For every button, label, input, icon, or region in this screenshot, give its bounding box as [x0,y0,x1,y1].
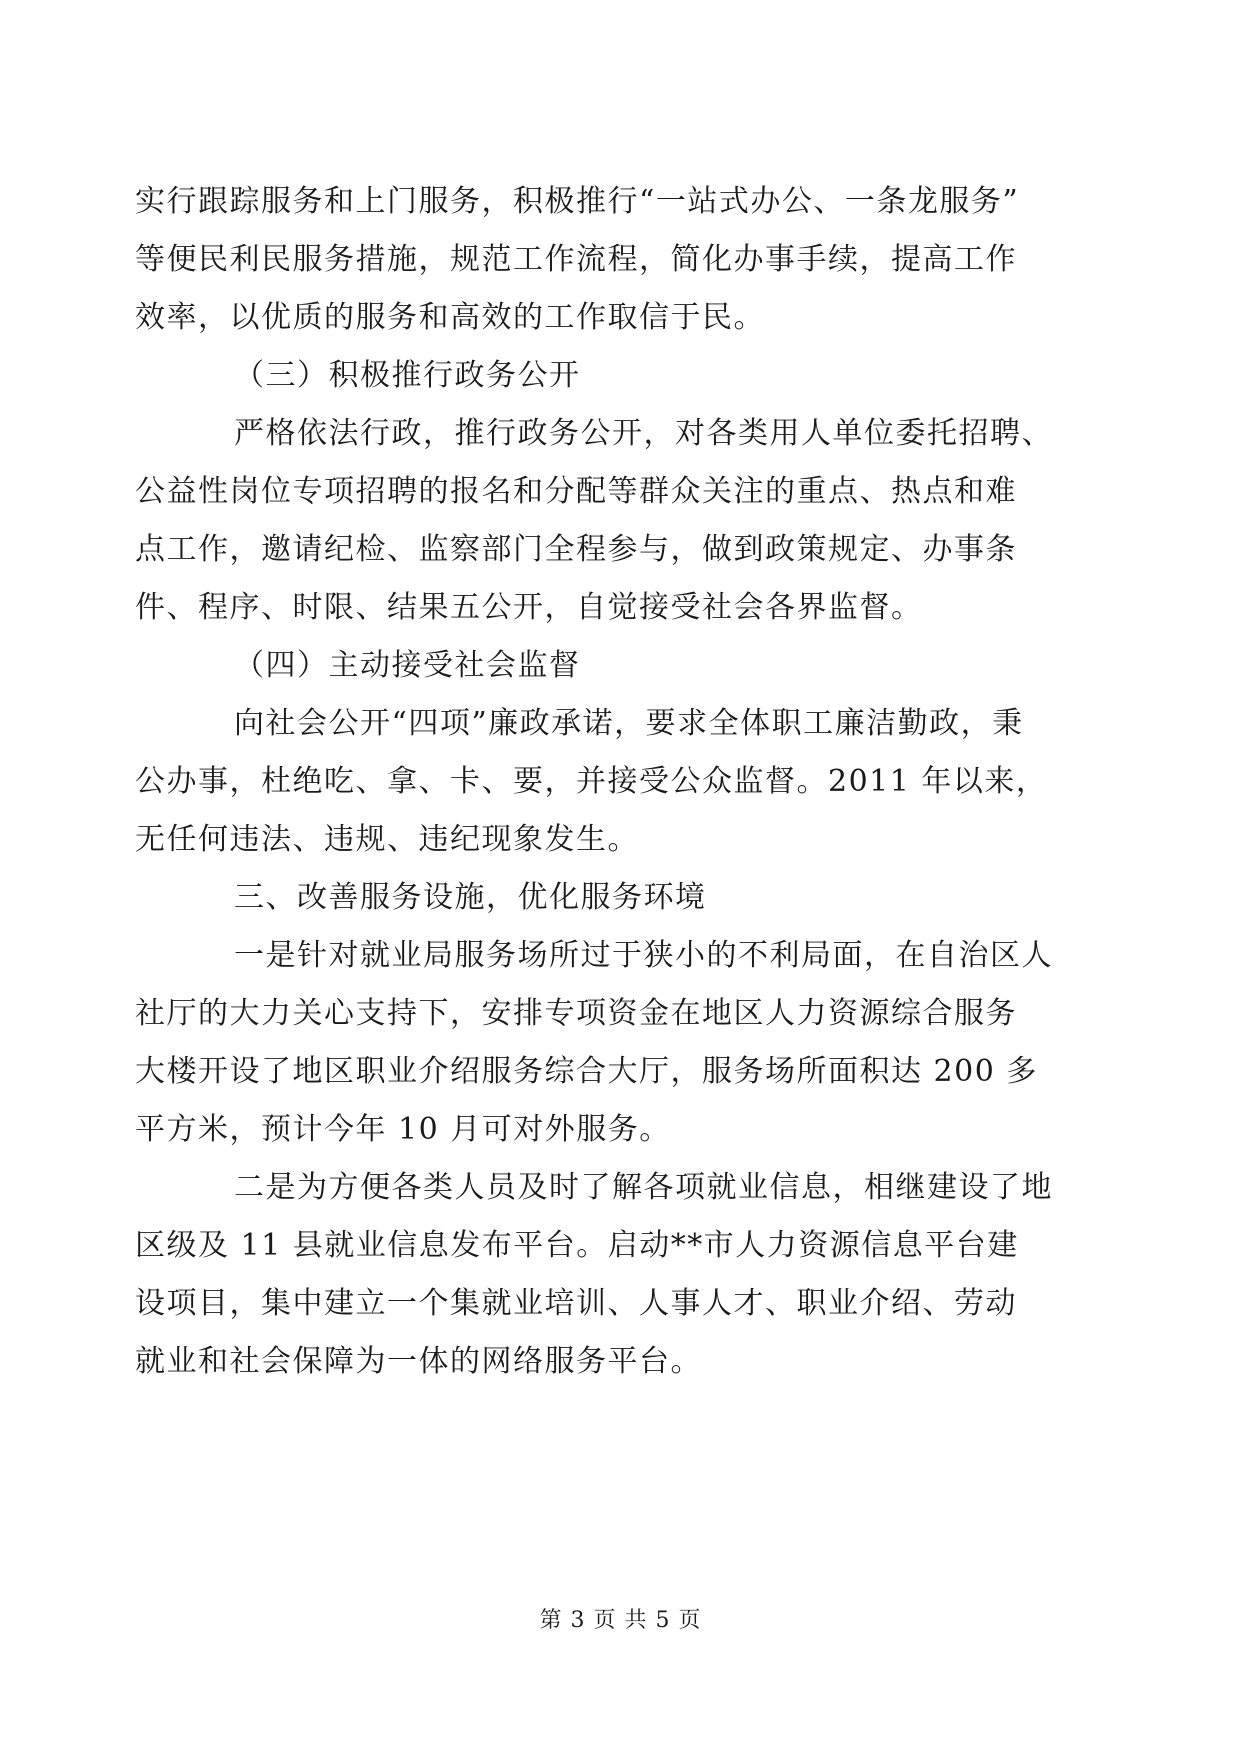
section-heading: 三、改善服务设施，优化服务环境 [234,880,707,915]
paragraph-line: 无任何违法、违规、违纪现象发生。 [135,822,639,857]
paragraph-line: 点工作，邀请纪检、监察部门全程参与，做到政策规定、办事条 [135,532,1017,567]
paragraph-line: 大楼开设了地区职业介绍服务综合大厅，服务场所面积达 200 多 [135,1054,1038,1089]
paragraph-line: 件、程序、时限、结果五公开，自觉接受社会各界监督。 [135,590,923,625]
paragraph-line: 就业和社会保障为一体的网络服务平台。 [135,1344,702,1379]
section-heading: （三）积极推行政务公开 [234,358,581,393]
paragraph-line: 向社会公开“四项”廉政承诺，要求全体职工廉洁勤政，秉 [234,706,1024,741]
paragraph-line: 公益性岗位专项招聘的报名和分配等群众关注的重点、热点和难 [135,474,1017,509]
paragraph-line: 区级及 11 县就业信息发布平台。启动**市人力资源信息平台建 [135,1228,1019,1263]
paragraph-line: 效率，以优质的服务和高效的工作取信于民。 [135,300,765,335]
paragraph-line: 一是针对就业局服务场所过于狭小的不利局面，在自治区人 [234,938,1053,973]
paragraph-line: 二是为方便各类人员及时了解各项就业信息，相继建设了地 [234,1170,1053,1205]
page-number-footer: 第 3 页 共 5 页 [539,1608,702,1633]
paragraph-line: 设项目，集中建立一个集就业培训、人事人才、职业介绍、劳动 [135,1286,1017,1321]
paragraph-line: 平方米，预计今年 10 月可对外服务。 [135,1112,671,1147]
paragraph-line: 实行跟踪服务和上门服务，积极推行“一站式办公、一条龙服务” [135,184,1020,219]
paragraph-line: 社厅的大力关心支持下，安排专项资金在地区人力资源综合服务 [135,996,1017,1031]
paragraph-line: 严格依法行政，推行政务公开，对各类用人单位委托招聘、 [234,416,1053,451]
section-heading: （四）主动接受社会监督 [234,648,581,683]
paragraph-line: 等便民利民服务措施，规范工作流程，简化办事手续，提高工作 [135,242,1017,277]
paragraph-line: 公办事，杜绝吃、拿、卡、要，并接受公众监督。2011 年以来， [135,764,1048,799]
